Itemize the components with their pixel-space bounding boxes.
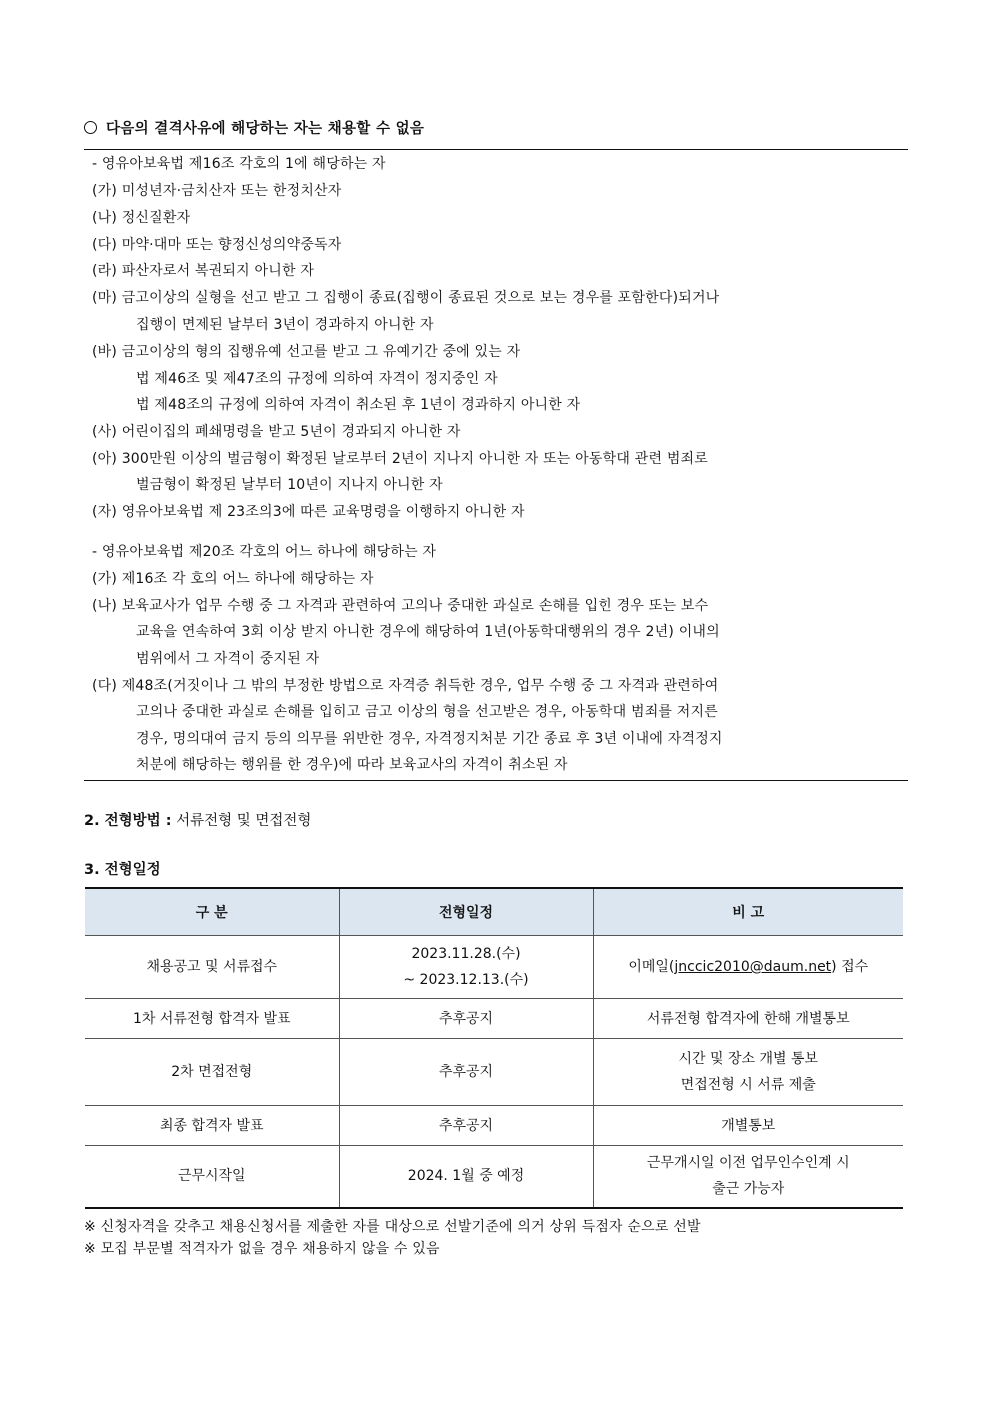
bottom-rule xyxy=(84,780,908,781)
email-link[interactable]: jnccic2010@daum.net xyxy=(674,959,832,975)
cell-date: 추후공지 xyxy=(339,999,593,1039)
schedule-table xyxy=(85,887,903,1209)
cell-category: 1차 서류전형 합격자 발표 xyxy=(85,999,339,1039)
list-item-continuation: 집행이 면제된 날부터 3년이 경과하지 아니한 자 xyxy=(136,317,434,333)
list-item: (라) 파산자로서 복권되지 아니한 자 xyxy=(92,263,315,279)
disqualification-heading: 다음의 결격사유에 해당하는 자는 채용할 수 없음 xyxy=(84,117,424,138)
table-row xyxy=(85,936,903,999)
list-item: (자) 영유아보육법 제 23조의3에 따른 교육명령을 이행하지 아니한 자 xyxy=(92,504,525,520)
list-item: (아) 300만원 이상의 벌금형이 확정된 날로부터 2년이 지나지 아니한 자 또는 아동학대 관련 범죄로 xyxy=(92,451,708,467)
table-row xyxy=(85,999,903,1039)
cell-date: 추후공지 xyxy=(339,1039,593,1106)
list-item: (나) 보육교사가 업무 수행 중 그 자격과 관련하여 고의나 중대한 과실로 손해를 입힌 경우 또는 보수 xyxy=(92,598,709,614)
cell-date: 2023.11.28.(수) ~ 2023.12.13.(수) xyxy=(339,936,593,999)
cell-remarks: 개별통보 xyxy=(593,1106,903,1146)
header-remarks: 비 고 xyxy=(593,888,903,936)
method-line xyxy=(84,809,311,830)
cell-category: 근무시작일 xyxy=(85,1146,339,1208)
table-row xyxy=(85,1146,903,1208)
list-item-continuation: 법 제48조의 규정에 의하여 자격이 취소된 후 1년이 경과하지 아니한 자 xyxy=(136,397,581,413)
footnote: ※ 신청자격을 갖추고 채용신청서를 제출한 자를 대상으로 선발기준에 의거 상위 득점자 순으로 선발 xyxy=(84,1219,701,1235)
list-item: (나) 정신질환자 xyxy=(92,210,191,226)
list-item: (다) 마약·대마 또는 향정신성의약중독자 xyxy=(92,237,342,253)
table-row xyxy=(85,1106,903,1146)
list-item: (마) 금고이상의 실형을 선고 받고 그 집행이 종료(집행이 종료된 것으로 보는 경우를 포함한다)되거나 xyxy=(92,290,720,306)
table-row xyxy=(85,1039,903,1106)
header-category: 구 분 xyxy=(85,888,339,936)
cell-category: 최종 합격자 발표 xyxy=(85,1106,339,1146)
cell-date: 2024. 1월 중 예정 xyxy=(339,1146,593,1208)
list-item: (가) 미성년자·금치산자 또는 한정치산자 xyxy=(92,183,342,199)
list-item-continuation: 범위에서 그 자격이 중지된 자 xyxy=(136,651,320,667)
cell-category: 채용공고 및 서류접수 xyxy=(85,936,339,999)
list-item-continuation: 교육을 연속하여 3회 이상 받지 아니한 경우에 해당하여 1년(아동학대행위의 경우 2년) 이내의 xyxy=(136,624,720,640)
schedule-title: 3. 전형일정 xyxy=(84,862,161,878)
cell-remarks: 시간 및 장소 개별 통보 면접전형 시 서류 제출 xyxy=(593,1039,903,1106)
list-item: (다) 제48조(거짓이나 그 밖의 부정한 방법으로 자격증 취득한 경우, 업무 수행 중 그 자격과 관련하여 xyxy=(92,678,719,694)
list-item-continuation: 처분에 해당하는 행위를 한 경우)에 따라 보육교사의 자격이 취소된 자 xyxy=(136,757,568,773)
header-schedule: 전형일정 xyxy=(339,888,593,936)
cell-category: 2차 면접전형 xyxy=(85,1039,339,1106)
list-item: (사) 어린이집의 폐쇄명령을 받고 5년이 경과되지 아니한 자 xyxy=(92,424,461,440)
cell-remarks: 근무개시일 이전 업무인수인계 시 출근 가능자 xyxy=(593,1146,903,1208)
list-item-continuation: 법 제46조 및 제47조의 규정에 의하여 자격이 정지중인 자 xyxy=(136,371,498,387)
cell-remarks: 서류전형 합격자에 한해 개별통보 xyxy=(593,999,903,1039)
list-item: (바) 금고이상의 형의 집행유예 선고를 받고 그 유예기간 중에 있는 자 xyxy=(92,344,521,360)
list-item-continuation: 고의나 중대한 과실로 손해를 입히고 금고 이상의 형을 선고받은 경우, 아동학대 범죄를 저지른 xyxy=(136,704,718,720)
cell-remarks: 이메일(jnccic2010@daum.net) 접수 xyxy=(593,936,903,999)
method-label: 2. 전형방법 : xyxy=(84,813,172,829)
top-rule xyxy=(84,149,908,150)
list-item: (가) 제16조 각 호의 어느 하나에 해당하는 자 xyxy=(92,571,374,587)
group2-title: - 영유아보육법 제20조 각호의 어느 하나에 해당하는 자 xyxy=(92,544,437,560)
list-item-continuation: 벌금형이 확정된 날부터 10년이 지나지 아니한 자 xyxy=(136,477,443,493)
method-value: 서류전형 및 면접전형 xyxy=(171,813,312,829)
cell-date: 추후공지 xyxy=(339,1106,593,1146)
circle-bullet-icon xyxy=(84,121,97,134)
table-header-row xyxy=(85,888,903,936)
list-item-continuation: 경우, 명의대여 금지 등의 의무를 위반한 경우, 자격정지처분 기간 종료 후 3년 이내에 자격정지 xyxy=(136,731,723,747)
footnote: ※ 모집 부문별 적격자가 없을 경우 채용하지 않을 수 있음 xyxy=(84,1241,440,1257)
group1-title: - 영유아보육법 제16조 각호의 1에 해당하는 자 xyxy=(92,156,386,172)
